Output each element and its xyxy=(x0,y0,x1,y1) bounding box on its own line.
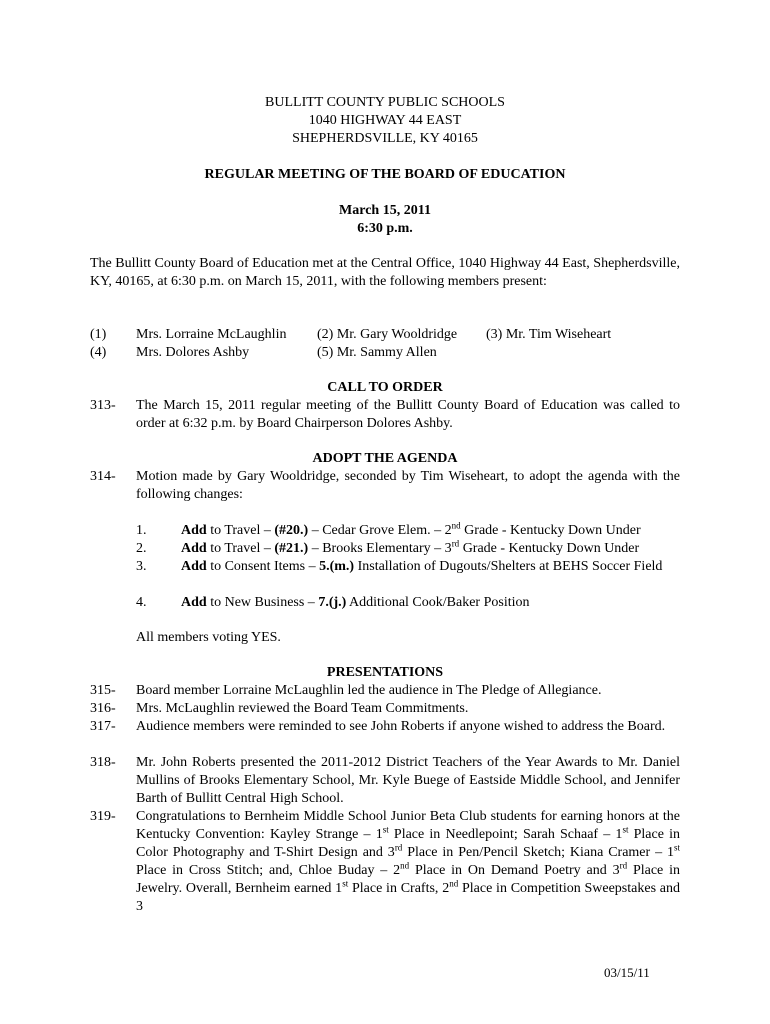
item-319-text: Congratulations to Bernheim Middle School Junior Beta Club students for earning honors at the Kentucky Convention: Kayley Strange – 1st Place in Needlepoint; Sarah Schaaf – 1st Place in Color Photography and T-Shirt Design and 3rd Place in Pen/Pencil Sketch; Kiana Cramer – 1st Place in Cross Stitch; and, Chloe Buday – 2nd Place in On Demand Poetry and 3rd Place in Jewelry. Overall, Bernheim earned 1st Place in Crafts, 2nd Place in Competition Sweepstakes and 3 xyxy=(136,809,681,914)
member-3: (3) Mr. Tim Wiseheart xyxy=(486,327,612,342)
item-315-text: Board member Lorraine McLaughlin led the audience in The Pledge of Allegiance. xyxy=(136,683,602,698)
item-313-text: The March 15, 2011 regular meeting of the Bullitt County Board of Education was called to order at 6:32 p.m. by Board Chairperson Dolores Ashby. xyxy=(136,398,680,431)
member-2: (2) Mr. Gary Wooldridge xyxy=(317,327,458,342)
address-line-1: 1040 HIGHWAY 44 EAST xyxy=(308,113,462,128)
item-316-num: 316- xyxy=(90,701,116,716)
intro-paragraph: The Bullitt County Board of Education met at the Central Office, 1040 Highway 44 East, Shepherdsville, KY, 40165, at 6:30 p.m. on March 15, 2011, with the following members present: xyxy=(90,256,680,289)
member-1-name: Mrs. Lorraine McLaughlin xyxy=(136,327,287,342)
meeting-title: REGULAR MEETING OF THE BOARD OF EDUCATION xyxy=(204,167,566,182)
change-1-text: Add to Travel – (#20.) – Cedar Grove Elem. – 2nd Grade - Kentucky Down Under xyxy=(181,520,641,538)
item-314-num: 314- xyxy=(90,469,116,484)
item-315-num: 315- xyxy=(90,683,116,698)
change-3-num: 3. xyxy=(136,559,147,574)
change-2-text: Add to Travel – (#21.) – Brooks Elementary – 3rd Grade - Kentucky Down Under xyxy=(181,538,640,556)
item-314-text: Motion made by Gary Wooldridge, seconded by Tim Wiseheart, to adopt the agenda with the following changes: xyxy=(136,469,680,502)
member-4-num: (4) xyxy=(90,345,107,360)
change-4-text: Add to New Business – 7.(j.) Additional Cook/Baker Position xyxy=(181,595,530,610)
change-4-num: 4. xyxy=(136,595,147,610)
meeting-date: March 15, 2011 xyxy=(339,203,431,218)
footer-date: 03/15/11 xyxy=(604,965,650,980)
item-313-num: 313- xyxy=(90,398,116,413)
heading-call-to-order: CALL TO ORDER xyxy=(327,380,443,395)
item-317-num: 317- xyxy=(90,719,116,734)
heading-adopt-agenda: ADOPT THE AGENDA xyxy=(312,451,458,466)
heading-presentations: PRESENTATIONS xyxy=(326,665,444,680)
org-name: BULLITT COUNTY PUBLIC SCHOOLS xyxy=(265,95,505,110)
item-317-text: Audience members were reminded to see John Roberts if anyone wished to address the Board. xyxy=(136,719,666,734)
item-318-text: Mr. John Roberts presented the 2011-2012 District Teachers of the Year Awards to Mr. Daniel Mullins of Brooks Elementary School, Mr. Kyle Buege of Eastside Middle School, and Jennifer Barth of Bullitt Central High School. xyxy=(136,755,680,806)
item-319-num: 319- xyxy=(90,809,116,824)
vote-result: All members voting YES. xyxy=(136,630,281,645)
member-4-name: Mrs. Dolores Ashby xyxy=(136,345,250,360)
change-1-num: 1. xyxy=(136,523,147,538)
member-5: (5) Mr. Sammy Allen xyxy=(317,345,437,360)
address-line-2: SHEPHERDSVILLE, KY 40165 xyxy=(292,131,478,146)
change-2-num: 2. xyxy=(136,541,147,556)
change-3-text: Add to Consent Items – 5.(m.) Installation of Dugouts/Shelters at BEHS Soccer Field xyxy=(181,559,663,574)
member-1-num: (1) xyxy=(90,327,107,342)
item-318-num: 318- xyxy=(90,755,116,770)
item-316-text: Mrs. McLaughlin reviewed the Board Team Commitments. xyxy=(136,701,469,716)
meeting-time: 6:30 p.m. xyxy=(357,221,413,236)
